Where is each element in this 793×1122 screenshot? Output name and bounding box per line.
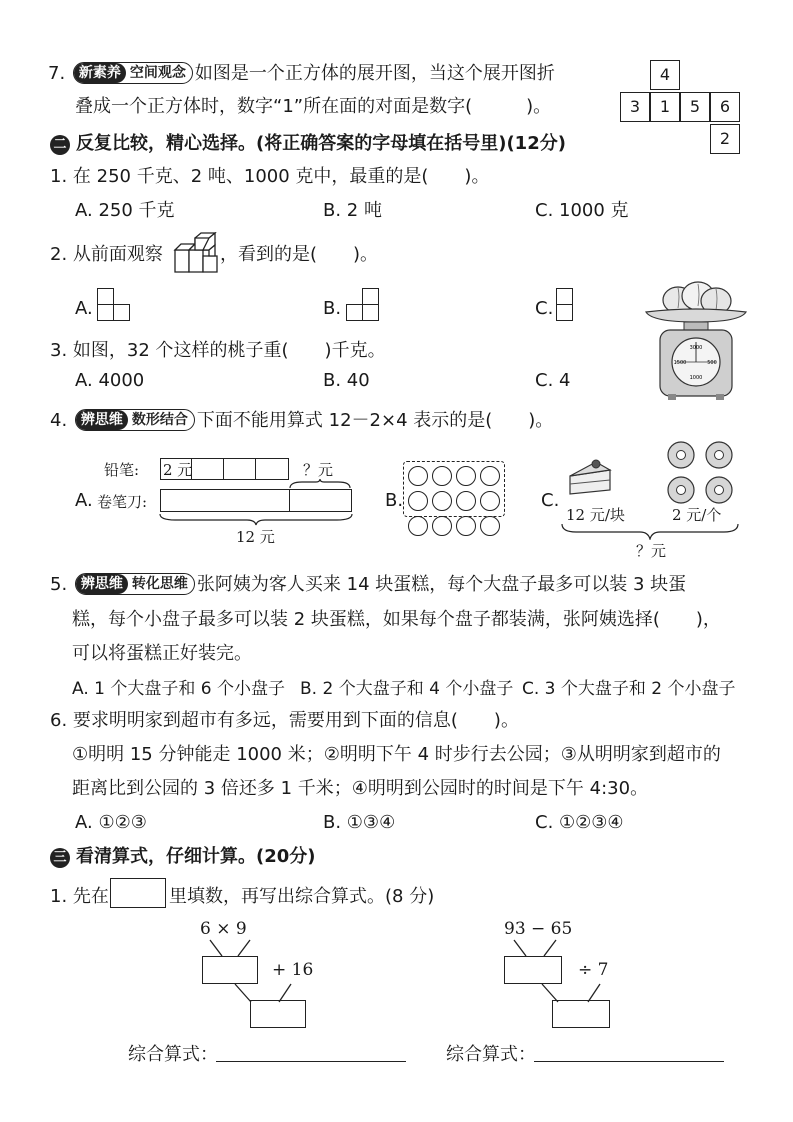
q3-option-c: C. 4 xyxy=(535,370,571,391)
question-5-line2: 糕，每个小盘子最多可以装 2 块蛋糕，如果每个盘子都装满，张阿姨选择( )， xyxy=(72,609,721,630)
section-2-heading: 二 反复比较，精心选择。(将正确答案的字母填在括号里)(12分) xyxy=(50,133,566,155)
q3-option-a: A. 4000 xyxy=(75,370,145,391)
question-2-stem-a: 2. 从前面观察 xyxy=(50,244,163,265)
net-cell-bottom: 2 xyxy=(710,124,740,154)
right-answer-box-2[interactable] xyxy=(552,1000,610,1028)
tag-new-literacy: 新素养 空间观念 xyxy=(73,62,193,84)
net-cell-top: 4 xyxy=(650,60,680,90)
cube-stack-figure xyxy=(173,232,219,274)
question-4-stem: 4. 辨思维 数形结合 下面不能用算式 12－2×4 表示的是( )。 xyxy=(50,410,554,431)
calc-stem-b: 里填数，再写出综合算式。(8 分) xyxy=(169,886,435,907)
question-6-info-line1: ①明明 15 分钟能走 1000 米；②明明下午 4 时步行去公园；③从明明家到超市的 xyxy=(72,744,721,765)
brace-bottom xyxy=(159,512,353,526)
sharpener-label: 卷笔刀: xyxy=(97,493,148,511)
right-formula-label: 综合算式： xyxy=(446,1044,536,1065)
net-cell-row-1: 3 xyxy=(620,92,650,122)
pencil-segment-3 xyxy=(223,458,256,480)
question-7-line1: 7. 新素养 空间观念 如图是一个正方体的展开图，当这个展开图折 xyxy=(48,63,555,84)
q4a-unknown: ？元 xyxy=(303,461,334,479)
section-number-icon: 三 xyxy=(50,848,70,868)
question-3-stem: 3. 如图，32 个这样的桃子重( )千克。 xyxy=(50,340,386,361)
circle-row-3 xyxy=(406,516,502,536)
left-formula-answer-line[interactable] xyxy=(216,1061,406,1062)
q6-option-b: B. ①③④ xyxy=(323,812,396,833)
left-answer-box-2[interactable] xyxy=(250,1000,306,1028)
left-formula-label: 综合算式： xyxy=(128,1044,218,1065)
total-price: 12 元 xyxy=(236,528,275,546)
net-cell-row-2: 1 xyxy=(650,92,680,122)
right-answer-box-1[interactable] xyxy=(504,956,562,984)
sharpener-remainder-bar xyxy=(289,489,352,512)
left-answer-box-1[interactable] xyxy=(202,956,258,984)
q6-option-c: C. ①②③④ xyxy=(535,812,624,833)
section-3-heading: 三 看清算式，仔细计算。(20分) xyxy=(50,846,316,868)
brace-c xyxy=(560,522,740,540)
circle-row-2 xyxy=(406,491,502,511)
pencil-price: 2 元 xyxy=(163,461,193,479)
calc-stem-blank-box xyxy=(110,878,166,908)
q4-option-a-label: A. xyxy=(75,490,93,511)
left-operation: + 16 xyxy=(272,960,314,980)
question-5-line1: 5. 辨思维 转化思维 张阿姨为客人买来 14 块蛋糕，每个大盘子最多可以装 3 块蛋 xyxy=(50,574,687,595)
right-formula-answer-line[interactable] xyxy=(534,1061,724,1062)
circle-row-1 xyxy=(406,466,502,486)
q4-option-b-label: B. xyxy=(385,490,404,511)
dial-mark-right: 500 xyxy=(707,360,717,366)
dial-mark-bottom: 1000 xyxy=(689,375,703,381)
right-operation: ÷ 7 xyxy=(578,960,609,980)
right-expression: 93 − 65 xyxy=(504,919,573,939)
pencil-segment-4 xyxy=(255,458,289,480)
net-cell-row-3: 5 xyxy=(680,92,710,122)
question-5-line3: 可以将蛋糕正好装完。 xyxy=(72,643,252,664)
q2-option-b-label: B. xyxy=(323,298,342,319)
cake-price: 12 元/块 xyxy=(566,506,625,524)
tag-thinking-transform: 辨思维 转化思维 xyxy=(75,573,195,595)
q5-option-a: A. 1 个大盘子和 6 个小盘子 xyxy=(72,679,285,699)
donut-price: 2 元/个 xyxy=(672,506,722,524)
dial-mark-left: 1500 xyxy=(673,360,687,366)
net-cell-row-4: 6 xyxy=(710,92,740,122)
q4c-unknown: ？元 xyxy=(636,542,667,560)
q1-option-a: A. 250 千克 xyxy=(75,200,175,221)
question-7-line2: 叠成一个正方体时，数字“1”所在面的对面是数字( )。 xyxy=(75,96,552,117)
donuts-image xyxy=(664,440,738,506)
question-1-stem: 1. 在 250 千克、2 吨、1000 克中，最重的是( )。 xyxy=(50,166,490,187)
question-6-stem: 6. 要求明明家到超市有多远，需要用到下面的信息( )。 xyxy=(50,710,519,731)
tag-thinking: 辨思维 数形结合 xyxy=(75,409,195,431)
dial-mark-top: 3000 xyxy=(689,345,703,351)
left-expression: 6 × 9 xyxy=(200,919,247,939)
q1-option-b: B. 2 吨 xyxy=(323,200,382,221)
q5-option-b: B. 2 个大盘子和 4 个小盘子 xyxy=(300,679,514,699)
q5-option-c: C. 3 个大盘子和 2 个小盘子 xyxy=(522,679,736,699)
q3-option-b: B. 40 xyxy=(323,370,370,391)
q2-option-c-label: C. xyxy=(535,298,554,319)
section-number-icon: 二 xyxy=(50,135,70,155)
q1-option-c: C. 1000 克 xyxy=(535,200,629,221)
sharpener-bar xyxy=(160,489,290,512)
pencil-label: 铅笔: xyxy=(104,461,140,479)
question-6-info-line2: 距离比到公园的 3 倍还多 1 千米；④明明到公园时的时间是下午 4:30。 xyxy=(72,778,649,799)
q6-option-a: A. ①②③ xyxy=(75,812,147,833)
pencil-segment-2 xyxy=(191,458,224,480)
q2-option-a-label: A. xyxy=(75,298,93,319)
cake-slice-image xyxy=(566,456,616,498)
q4-option-c-label: C. xyxy=(541,490,560,511)
scale-with-peaches-image xyxy=(640,276,752,404)
question-2-stem-b: ，看到的是( )。 xyxy=(220,244,379,265)
calc-stem-a: 1. 先在 xyxy=(50,886,109,907)
